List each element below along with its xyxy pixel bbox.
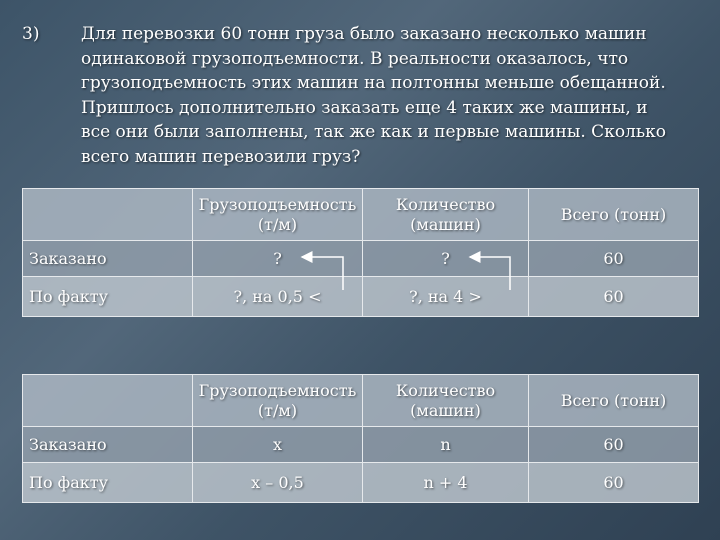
row-label: По факту — [23, 277, 193, 317]
header-capacity: Грузоподъемность (т/м) — [193, 375, 363, 427]
cell-total: 60 — [529, 241, 699, 277]
cell-count: n — [363, 427, 529, 463]
problem-number: 3) — [22, 24, 40, 44]
cell-total: 60 — [529, 277, 699, 317]
cell-capacity: x – 0,5 — [193, 463, 363, 503]
header-empty-cell — [23, 375, 193, 427]
row-label: Заказано — [23, 241, 193, 277]
cell-capacity: ?, на 0,5 < — [193, 277, 363, 317]
table-header-row — [23, 375, 699, 427]
cell-total: 60 — [529, 463, 699, 503]
table-header-row — [23, 189, 699, 241]
problem-text: Для перевозки 60 тонн груза было заказано несколько машин одинаковой грузоподъемности. В реальности оказалось, что грузоподъемность этих машин на полтонны меньше обещанной. Пришлось дополнительно заказать еще 4 таких же машины, и все они были заполнены, так же как и первые машины. Сколько всего машин перевозили груз? — [81, 24, 666, 167]
row-label: По факту — [23, 463, 193, 503]
equation-table — [22, 374, 699, 503]
cell-capacity: x — [193, 427, 363, 463]
header-empty-cell — [23, 189, 193, 241]
table-row — [23, 427, 699, 463]
cell-count: ?, на 4 > — [363, 277, 529, 317]
cell-count: ? — [363, 241, 529, 277]
header-count: Количество (машин) — [363, 189, 529, 241]
header-total: Всего (тонн) — [529, 375, 699, 427]
header-count: Количество (машин) — [363, 375, 529, 427]
row-label: Заказано — [23, 427, 193, 463]
table-row — [23, 241, 699, 277]
table-row — [23, 463, 699, 503]
header-total: Всего (тонн) — [529, 189, 699, 241]
header-capacity: Грузоподъемность (т/м) — [193, 189, 363, 241]
table-row — [23, 277, 699, 317]
problem-statement — [22, 22, 672, 169]
cell-capacity: ? — [193, 241, 363, 277]
cell-count: n + 4 — [363, 463, 529, 503]
cell-total: 60 — [529, 427, 699, 463]
planning-table — [22, 188, 699, 317]
